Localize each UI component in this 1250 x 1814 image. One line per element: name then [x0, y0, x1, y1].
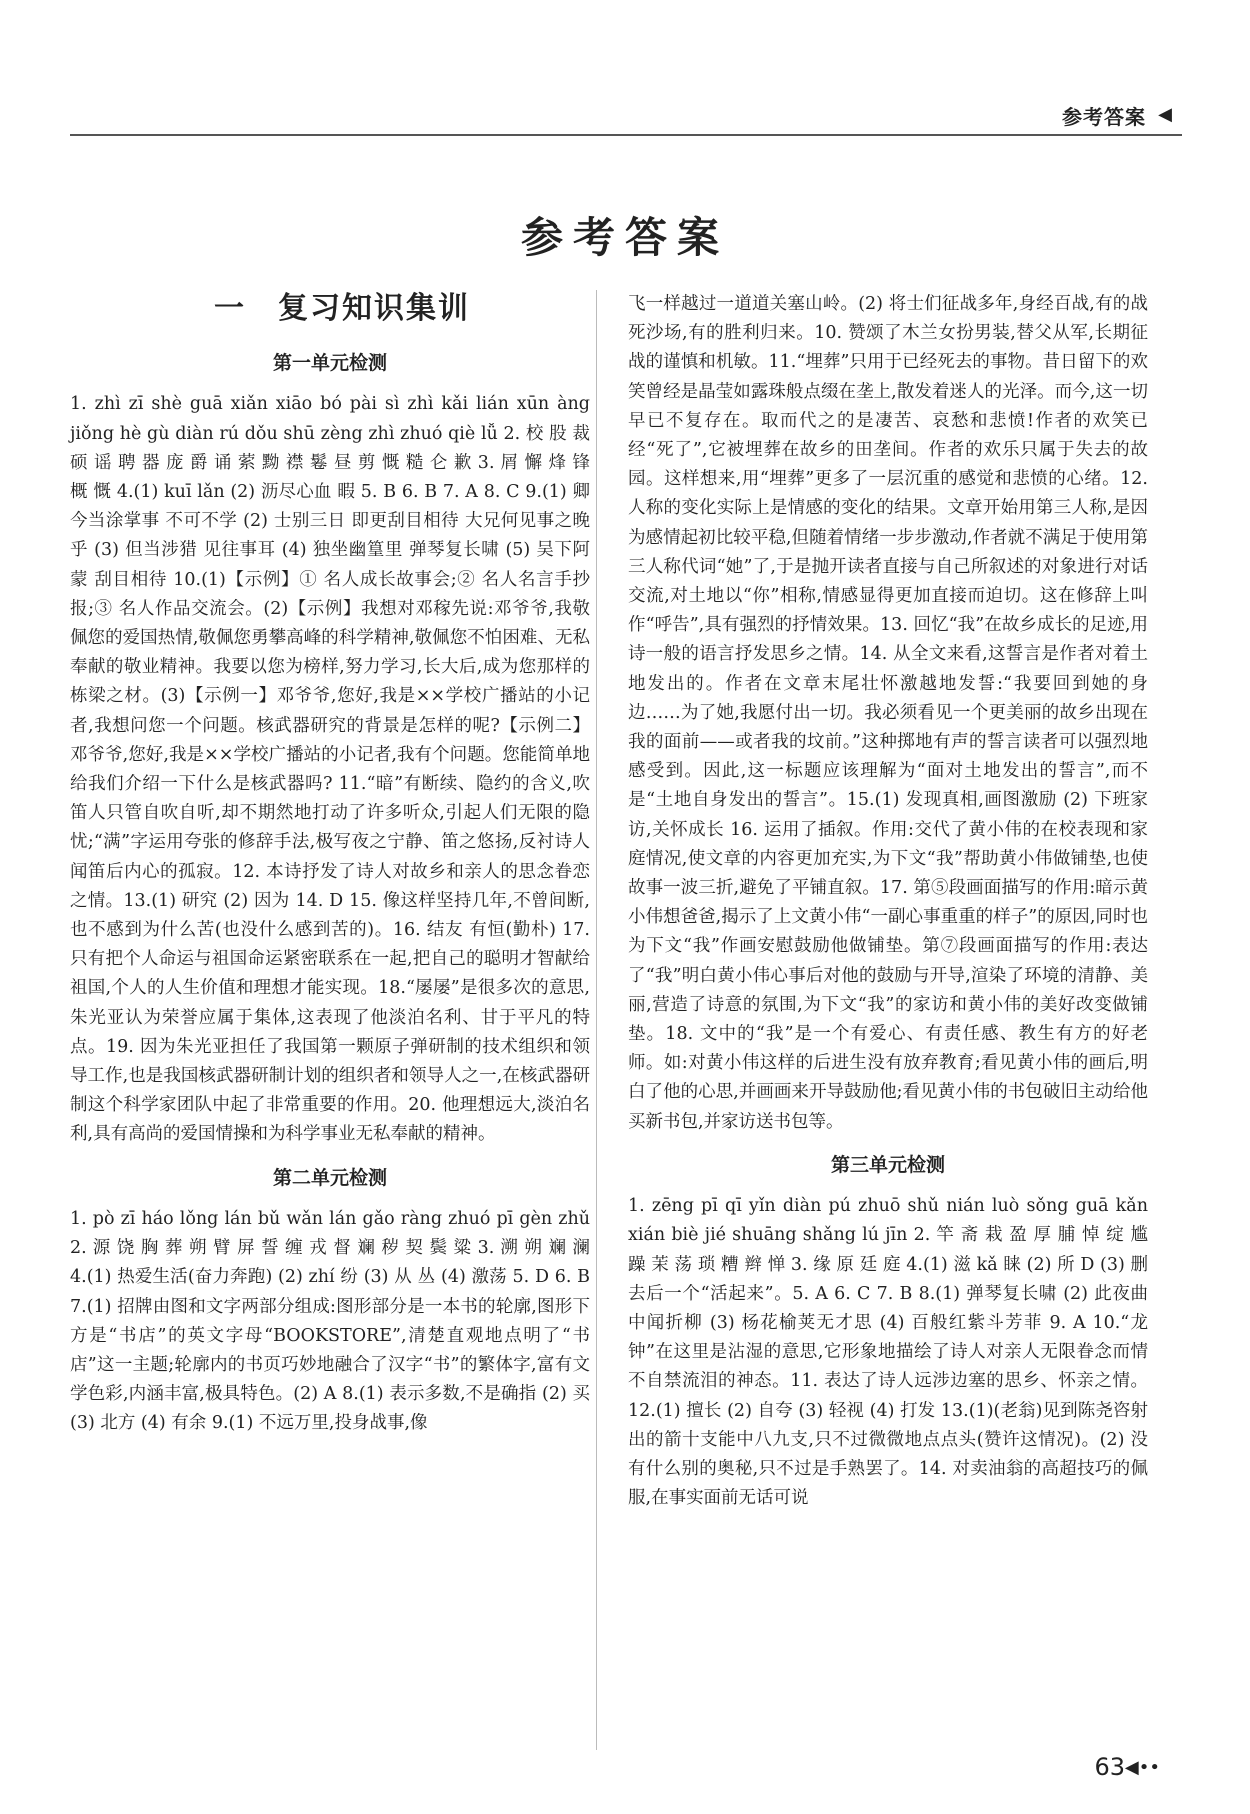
right-column [628, 290, 1148, 1513]
column-divider [596, 290, 597, 1750]
unit1-title: 第一单元检测 [272, 352, 387, 375]
part-title: 一 复习知识集训 [214, 291, 470, 326]
unit3-answers: 1. zēng pī qī yǐn diàn pú zhuō shǔ nián luò sǒng guā kǎn xián biè jié shuāng shǎng lú jīn 2. 竿 斋 栽 盈 厚 脯 悼 绽 尴 躁 茉 荡 琐 糟 辫 惮 3. 缘 原 廷 庭 4.(1) 滋 kǎ 睐 (2) 所 D (3) 删去后一个“活起来”。5. A 6. C 7. B 8.(1) 弹琴复长啸 (2) 此夜曲中闻折柳 (3) 杨花榆荚无才思 (4) 百般红紫斗芳菲 9. A 10.“龙钟”在这里是沾湿的意思,它形象地描绘了诗人对亲人无限眷念而情不自禁流泪的神态。11. 表达了诗人远涉边塞的思乡、怀亲之情。12.(1) 擅长 (2) 自夸 (3) 轻视 (4) 打发 13.(1)(老翁)见到陈尧咨射出的箭十支能中八九支,只不过微微地点点头(赞许这情况)。(2) 没有什么别的奥秘,只不过是手熟罢了。14. 对卖油翁的高超技巧的佩服,在事实面前无话可说 [628, 1196, 1148, 1509]
header-label: 参考答案 [1062, 105, 1146, 129]
unit3-title: 第三单元检测 [830, 1153, 945, 1176]
page-number: 63 [1094, 1753, 1125, 1781]
page-arrow-icon: ◀•• [1124, 1757, 1160, 1778]
left-column [70, 290, 590, 1439]
unit2-title: 第二单元检测 [272, 1166, 387, 1189]
unit1-answers: 1. zhì zī shè guā xiǎn xiāo bó pài sì zhì kǎi lián xūn àng jiǒng hè gù diàn rú dǒu shū zèng zhì zhuó qiè lǚ 2. 校 股 裁 硕 谣 聘 器 庞 爵 诵 萦 黝 襟 鬈 昼 剪 慨 糙 仑 歉 3. 屑 懈 烽 锋 概 慨 4.(1) kuī lǎn (2) 沥尽心血 暇 5. B 6. B 7. A 8. C 9.(1) 卿今当涂掌事 不可不学 (2) 士别三日 即更刮目相待 大兄何见事之晚乎 (3) 但当涉猎 见往事耳 (4) 独坐幽篁里 弹琴复长啸 (5) 吴下阿蒙 刮目相待 10.(1)【示例】① 名人成长故事会;② 名人名言手抄报;③ 名人作品交流会。(2)【示例】我想对邓稼先说:邓爷爷,我敬佩您的爱国热情,敬佩您勇攀高峰的科学精神,敬佩您不怕困难、无私奉献的敬业精神。我要以您为榜样,努力学习,长大后,成为您那样的栋梁之材。(3)【示例一】邓爷爷,您好,我是××学校广播站的小记者,我想问您一个问题。核武器研究的背景是怎样的呢?【示例二】邓爷爷,您好,我是××学校广播站的小记者,我有个问题。您能简单地给我们介绍一下什么是核武器吗? 11.“暗”有断续、隐约的含义,吹笛人只管自吹自听,却不期然地打动了许多听众,引起人们无限的隐忧;“满”字运用夸张的修辞手法,极写夜之宁静、笛之悠扬,反衬诗人闻笛后内心的孤寂。12. 本诗抒发了诗人对故乡和亲人的思念眷恋之情。13.(1) 研究 (2) 因为 14. D 15. 像这样坚持几年,不曾间断,也不感到为什么苦(也没什么感到苦的)。16. 结友 有恒(勤朴) 17. 只有把个人命运与祖国命运紧密联系在一起,把自己的聪明才智献给祖国,个人的人生价值和理想才能实现。18.“屡屡”是很多次的意思,朱光亚认为荣誉应属于集体,这表现了他淡泊名利、甘于平凡的特点。19. 因为朱光亚担任了我国第一颗原子弹研制的技术组织和领导工作,也是我国核武器研制计划的组织者和领导人之一,在核武器研制这个科学家团队中起了非常重要的作用。20. 他理想远大,淡泊名利,具有高尚的爱国情操和为科学事业无私奉献的精神。 [70, 394, 590, 1145]
unit2-answers: 1. pò zī háo lǒng lán bǔ wǎn lán gǎo ràng zhuó pī gèn zhǔ 2. 源 饶 胸 葬 朔 臂 屏 誓 缠 戎 督 斓 秽 契 鬓 粱 3. 溯 朔 斓 澜 4.(1) 热爱生活(奋力奔跑) (2) zhí 纷 (3) 从 丛 (4) 激荡 5. D 6. B 7.(1) 招牌由图和文字两部分组成:图形部分是一本书的轮廓,图形下方是“书店”的英文字母“BOOKSTORE”,清楚直观地点明了“书店”这一主题;轮廓内的书页巧妙地融合了汉字“书”的繁体字,富有文学色彩,内涵丰富,极具特色。(2) A 8.(1) 表示多数,不是确指 (2) 买 (3) 北方 (4) 有余 9.(1) 不远万里,投身战事,像 [70, 1208, 590, 1434]
header-rule [70, 134, 1182, 136]
header-arrow-icon: ◀ [1158, 104, 1172, 125]
unit2-answers-continued: 飞一样越过一道道关塞山岭。(2) 将士们征战多年,身经百战,有的战死沙场,有的胜利归来。10. 赞颂了木兰女扮男装,替父从军,长期征战的谨慎和机敏。11.“埋葬”只用于已经死去的事物。昔日留下的欢笑曾经是晶莹如露珠般点缀在垄上,散发着迷人的光泽。而今,这一切早已不复存在。取而代之的是凄苦、哀愁和悲愤!作者的欢笑已经“死了”,它被埋葬在故乡的田垄间。作者的欢乐只属于失去的故园。这样想来,用“埋葬”更多了一层沉重的感觉和悲愤的心绪。12. 人称的变化实际上是情感的变化的结果。文章开始用第三人称,是因为感情起初比较平稳,但随着情绪一步步激动,作者就不满足于使用第三人称代词“她”了,于是抛开读者直接与自己所叙述的对象进行对话交流,对土地以“你”相称,情感显得更加直接而迫切。这在修辞上叫作“呼告”,具有强烈的抒情效果。13. 回忆“我”在故乡成长的足迹,用诗一般的语言抒发思乡之情。14. 从全文来看,这誓言是作者对着土地发出的。作者在文章末尾壮怀激越地发誓:“我要回到她的身边……为了她,我愿付出一切。我必须看见一个更美丽的故乡出现在我的面前——或者我的坟前。”这种掷地有声的誓言读者可以强烈地感受到。因此,这一标题应该理解为“面对土地发出的誓言”,而不是“土地自身发出的誓言”。15.(1) 发现真相,画图激励 (2) 下班家访,关怀成长 16. 运用了插叙。作用:交代了黄小伟的在校表现和家庭情况,使文章的内容更加充实,为下文“我”帮助黄小伟做铺垫,也使故事一波三折,避免了平铺直叙。17. 第⑤段画面描写的作用:暗示黄小伟想爸爸,揭示了上文黄小伟“一副心事重重的样子”的原因,同时也为下文“我”作画安慰鼓励他做铺垫。第⑦段画面描写的作用:表达了“我”明白黄小伟心事后对他的鼓励与开导,渲染了环境的清静、美丽,营造了诗意的氛围,为下文“我”的家访和黄小伟的美好改变做铺垫。18. 文中的“我”是一个有爱心、有责任感、教生有方的好老师。如:对黄小伟这样的后进生没有放弃教育;看见黄小伟的画后,明白了他的心思,并画画来开导鼓励他;看见黄小伟的书包破旧主动给他买新书包,并家访送书包等。 [628, 294, 1148, 1132]
page-title: 参考答案 [520, 213, 729, 262]
